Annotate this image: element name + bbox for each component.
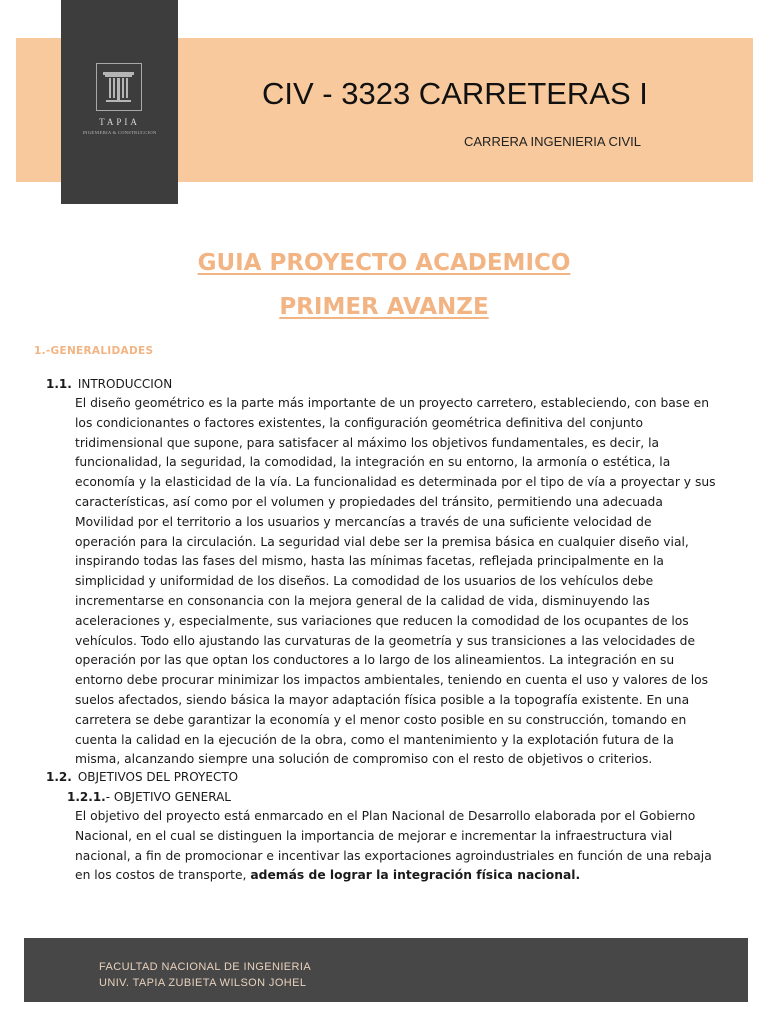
paragraph-line: características, así como por el volumen y propiedades del tránsito, permitiendo una adecuada — [75, 494, 663, 509]
paragraph-line: funcionalidad, la seguridad, la comodidad, la integración en su entorno, la armonía o estética, la — [75, 455, 671, 470]
footer-band — [24, 938, 748, 1002]
paragraph-line: El diseño geométrico es la parte más importante de un proyecto carretero, estableciendo, con base en — [75, 396, 710, 410]
introduction-paragraph — [75, 394, 735, 770]
paragraph-line: aceleraciones y, especialmente, sus variaciones que reducen la comodidad de los ocupantes de los — [75, 613, 689, 628]
section-number: 1.2.1. — [67, 790, 106, 804]
section-title: INTRODUCCION — [77, 377, 173, 391]
paragraph-line: El objetivo del proyecto está enmarcado en el Plan Nacional de Desarrollo elaborada por el Gobierno — [75, 809, 696, 823]
paragraph-emphasis: además de lograr la integración física nacional. — [250, 868, 581, 883]
paragraph-line: operación para la circulación. La seguridad vial debe ser la premisa básica en cualquier diseño vial, — [75, 534, 689, 549]
paragraph-text: en los costos de transporte, — [75, 868, 251, 883]
section-1-1-heading — [46, 377, 172, 391]
paragraph-line: nacional, a fin de promocionar e incentivar las exportaciones agroindustriales en función de una rebaja — [75, 848, 712, 863]
paragraph-line: economía y la elasticidad de la vía. La funcionalidad es determinada por el tipo de vía a proyectar y sus — [75, 475, 716, 490]
logo-panel — [61, 0, 178, 204]
logo-subtitle: INGENIERIA & CONSTRUCCION — [82, 130, 157, 135]
guide-title: GUIA PROYECTO ACADEMICO — [197, 250, 571, 276]
paragraph-line: tridimensional que supone, para satisfacer al máximo los objetivos fundamentales, es decir, la — [75, 435, 660, 450]
paragraph-line: vehículos. Todo ello ajustando las curvaturas de la geometría y sus transiciones a las velocidades de — [75, 633, 696, 648]
paragraph-line: Nacional, en el cual se distinguen la importancia de mejorar e incrementar la infraestructura vial — [75, 828, 673, 843]
section-heading-generalidades: 1.-GENERALIDADES — [34, 345, 154, 357]
paragraph-line: simplicidad y uniformidad de los diseños. La comodidad de los usuarios de los vehículos debe — [75, 574, 654, 589]
paragraph-line — [75, 866, 735, 886]
paragraph-line: operación por las que optan los conductores a lo largo de los alineamientos. La integración en su — [75, 653, 675, 668]
paragraph-line: misma, alcanzando siempre una solución de compromiso con el resto de objetivos o criterios. — [75, 752, 653, 767]
paragraph-line: entorno debe procurar minimizar los impactos ambientales, teniendo en cuenta el uso y valores de los — [75, 673, 709, 688]
footer-faculty: FACULTAD NACIONAL DE INGENIERIA — [99, 961, 312, 973]
career-name: CARRERA INGENIERIA CIVIL — [464, 134, 641, 149]
paragraph-line: cuenta la calidad en la ejecución de la obra, como el mantenimiento y la explotación futura de la — [75, 732, 674, 747]
paragraph-line: suelos afectados, siendo básica la mayor adaptación física posible a la topografía existente. En una — [75, 692, 690, 707]
column-logo-icon — [97, 64, 140, 109]
section-1-2-1-heading — [67, 790, 231, 804]
paragraph-line: los condicionantes o factores existentes, la configuración geométrica definitiva del conjunto — [75, 415, 644, 430]
guide-subtitle: PRIMER AVANZE — [279, 294, 489, 320]
paragraph-line: carretera se debe garantizar la economía y el menor costo posible en su construcción, tomando en — [75, 712, 687, 727]
section-1-2-heading — [46, 770, 238, 784]
section-number: 1.1. — [46, 377, 72, 391]
section-title: OBJETIVOS DEL PROYECTO — [77, 770, 239, 784]
logo-name: TAPIA — [99, 117, 140, 127]
section-number: 1.2. — [46, 770, 72, 784]
course-title: CIV - 3323 CARRETERAS I — [262, 76, 648, 111]
logo-frame — [96, 63, 142, 111]
paragraph-line: Movilidad por el territorio a los usuarios y mercancías a través de una suficiente velocidad de — [75, 514, 652, 529]
paragraph-line: incrementarse en consonancia con la mejora general de la calidad de vida, disminuyendo las — [75, 593, 650, 608]
section-title: - OBJETIVO GENERAL — [105, 790, 231, 804]
paragraph-line: inspirando todas las fases del mismo, hasta las mínimas facetas, reflejada principalmente en la — [75, 554, 664, 569]
footer-author: UNIV. TAPIA ZUBIETA WILSON JOHEL — [99, 977, 307, 989]
objective-paragraph — [75, 807, 735, 886]
